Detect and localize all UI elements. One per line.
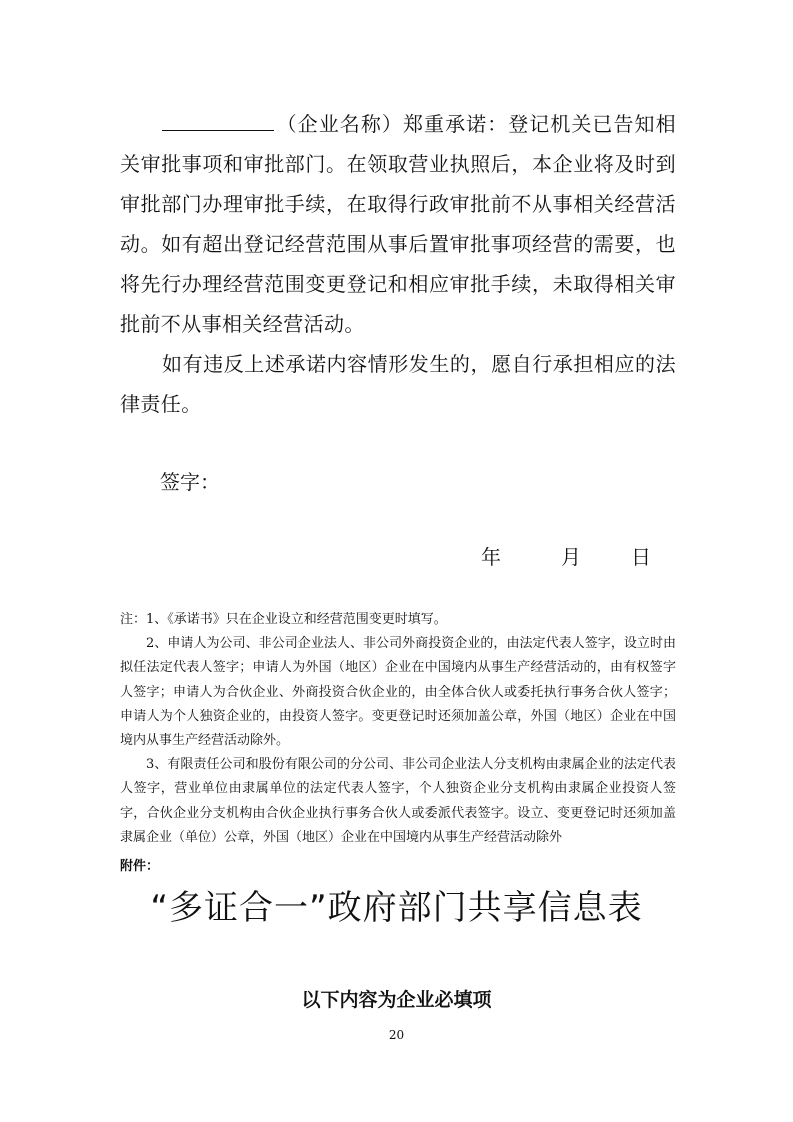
date-month-label: 月 — [561, 545, 581, 569]
appendix-label: 附件： — [120, 859, 160, 874]
note-1: 注：1、《承诺书》只在企业设立和经营范围变更时填写。 — [120, 612, 447, 627]
commitment-paragraph-1 — [120, 104, 676, 344]
date-day-label: 日 — [631, 545, 651, 569]
company-name-blank — [162, 110, 274, 131]
notes-section — [120, 608, 676, 850]
commitment-paragraph-1-text: （企业名称）郑重承诺：登记机关已告知相关审批事项和审批部门。在领取营业执照后，本企业将及时到审批部门办理审批手续，在取得行政审批前不从事相关经营活动。如有超出登记经营范围从事后置审批事项经营的需要，也将先行办理经营范围变更登记和相应审批手续，未取得相关审批前不从事相关经营活动。 — [120, 112, 676, 336]
date-year-label: 年 — [481, 545, 501, 569]
commitment-paragraph-2: 如有违反上述承诺内容情形发生的，愿自行承担相应的法律责任。 — [120, 352, 676, 416]
note-3: 3、有限责任公司和股份有限公司的分公司、非公司企业法人分支机构由隶属企业的法定代表人签字，营业单位由隶属单位的法定代表人签字，个人独资企业分支机构由隶属企业投资人签字，合伙企业分支机构由合伙企业执行事务合伙人或委派代表签字。设立、变更登记时还须加盖隶属企业（单位）公章，外国（地区）企业在中国境内从事生产经营活动除外 — [120, 757, 676, 845]
form-title: “多证合一”政府部门共享信息表 — [150, 888, 643, 928]
page-number: 20 — [388, 1028, 405, 1042]
note-2: 2、申请人为公司、非公司企业法人、非公司外商投资企业的，由法定代表人签字，设立时由拟任法定代表人签字；申请人为外国（地区）企业在中国境内从事生产经营活动的，由有权签字人签字；申请人为合伙企业、外商投资合伙企业的，由全体合伙人或委托执行事务合伙人签字；申请人为个人独资企业的，由投资人签字。变更登记时还须加盖公章，外国（地区）企业在中国境内从事生产经营活动除外。 — [120, 636, 676, 749]
form-subtitle: 以下内容为企业必填项 — [301, 989, 492, 1011]
signature-label: 签字： — [160, 470, 220, 494]
